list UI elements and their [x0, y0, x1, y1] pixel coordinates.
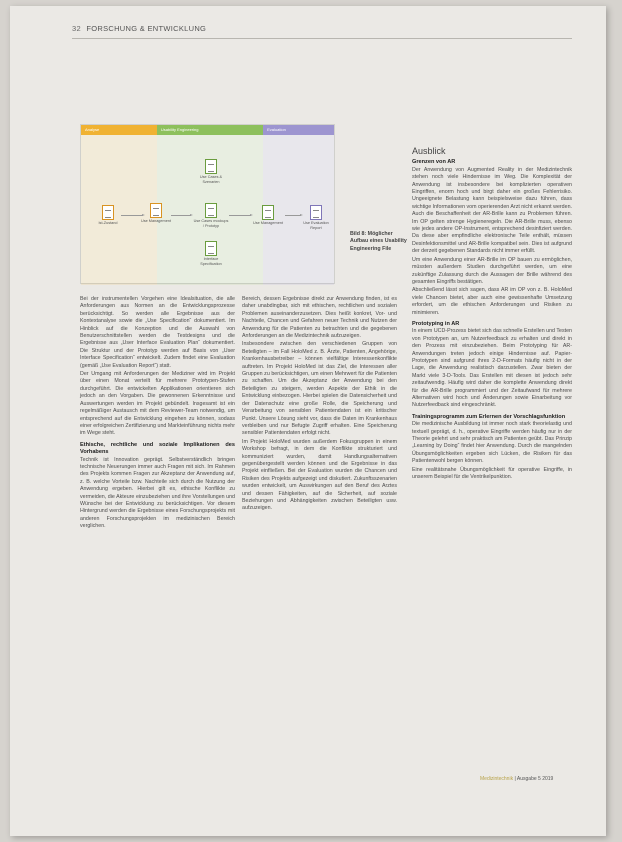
- node-use-management: Use Management: [139, 203, 173, 224]
- node-interface-spec: Interface Specification: [193, 241, 229, 266]
- paragraph: Technik ist Innovation geprägt. Selbstverständlich bringen technische Neuerungen immer auch Fragen mit sich. Im Rahmen des Projekts kommen Fragen zur Akzeptanz der Anwendung auf, z. B. welche Vorteile bzw. Nachteile sich durch die Nutzung der Anwendung ergeben. Hierbei gilt es, ethische Konflikte zu vermeiden, die Akteure einzubeziehen und ihre Vorstellungen und Wünsche bei der Entwicklung zu berücksichtigen. Vor diesem Hintergrund werden die Ergebnisse eines Forschungsprojekts mit anderen Forschungsprojekten im medizinischen Bereich verglichen.: [80, 456, 235, 530]
- document-icon: [205, 159, 217, 174]
- page-number: 32: [72, 24, 81, 33]
- paragraph: Abschließend lässt sich sagen, dass AR im OP von z. B. HoloMed viele Chancen bietet, aber auch eine gewissenhafte Umsetzung erfordert, um die ethischen Anforderungen und Risiken zu minimieren.: [412, 287, 572, 316]
- phase-header: [81, 125, 334, 135]
- phase-engineering: Usability Engineering: [157, 125, 263, 135]
- phase-evaluation: Evaluation: [263, 125, 334, 135]
- document-icon: [205, 241, 217, 256]
- node-ist-zustand: Ist-Zustand: [93, 205, 123, 226]
- node-evaluation-report: Use Evaluation Report: [299, 205, 333, 230]
- document-icon: [102, 205, 114, 220]
- figure-caption: Bild 8: Möglicher Aufbau eines Usability Engineering File: [350, 231, 407, 252]
- header-rule: [72, 38, 572, 39]
- document-icon: [262, 205, 274, 220]
- text-column-3: [412, 148, 572, 482]
- page-header: [72, 24, 206, 33]
- footer-brand: Medizintechnik: [480, 776, 514, 782]
- document-icon: [310, 205, 322, 220]
- paragraph: Im Projekt HoloMed wurden außerdem Fokusgruppen in einem Workshop befragt, in dem die Konflikte strukturiert und kommuniziert wurden, damit Handlungsalternativen gegenübergestellt werden können und die Ergebnisse in das Projekt einfließen. Bei der Evaluation wurden die Chancen und Risiken des Projekts aufgezeigt und diskutiert. Zukunftsszenarien wurden entwickelt, um Auswirkungen auf den Beruf des Arztes und dessen Fähigkeiten, auf die Sicherheit, auf soziale Beziehungen und Abhängigkeiten zwischen Beteiligten usw. aufzuzeigen.: [242, 438, 397, 512]
- section-title: Ausblick: [412, 146, 446, 156]
- node-file: Use Management: [251, 205, 285, 226]
- arrow: [229, 215, 251, 216]
- paragraph: Insbesondere zwischen den verschiedenen Gruppen von Beteiligten – im Fall HoloMed z. B. Ärzte, Patienten, Angehörige, Krankenhausbetreiber – können vielfältige Interessenkonflikte auftreten. Im Projekt HoloMed ist das Ziel, die Interessen aller Gruppen zu berücksichtigen, um einen Mehrwert für die Patienten zu schaffen. Um die Akzeptanz der Anwendung bei den Beteiligten zu steigern, werden Aspekte der Ethik in die Entwicklung einbezogen. Hierbei spielen die Datensicherheit und der Datenschutz eine große Rolle, die Speicherung und Verarbeitung von sensiblen Patientendaten ist ein kritischer Punkt. Unsere Lösung sieht vor, dass die Daten im Krankenhaus verbleiben und nur Befugte Zugriff erhalten. Eine Speicherung sensibler Patientendaten erfolgt nicht.: [242, 341, 397, 437]
- footer-issue: Ausgabe 5 2019: [516, 776, 554, 782]
- usability-file-diagram: [80, 124, 335, 284]
- magazine-page: [10, 6, 606, 836]
- document-icon: [205, 203, 217, 218]
- phase-analyse: Analyse: [81, 125, 157, 135]
- page-footer: [480, 776, 553, 782]
- document-icon: [150, 203, 162, 218]
- node-mockups: Use Cases mockups / Prototyp: [193, 203, 229, 228]
- section-label: FORSCHUNG & ENTWICKLUNG: [86, 24, 207, 33]
- text-column-2: [242, 296, 397, 514]
- paragraph: Um eine Anwendung einer AR-Brille im OP bauen zu ermöglichen, müssten außerdem Studien durchgeführt werden, um eine zukünftige Zulassung durch die Aussagen der Brille während des gesamten Eingriffs bestätigen.: [412, 256, 572, 285]
- node-use-cases: Use Cases & Szenarien: [193, 159, 229, 184]
- paragraph: Die medizinische Ausbildung ist immer noch stark theorielastig und textuell geprägt, d. h., operative Eingriffe werden häufig nur in der Theorie gelehrt und sehr praktisch am Patienten geübt. Das Prinzip „Learning by Doing“ findet hier Anwendung. Durch die mangelnden Übungsmöglichkeiten ergeben sich Lücken, die Risiken für das Patientenwohl bergen können.: [412, 421, 572, 465]
- subheading: Grenzen von AR: [412, 159, 456, 166]
- subheading: Trainingsprogramm zum Erlernen der Vorschlagsfunktion: [412, 413, 566, 420]
- subheading: Ethische, rechtliche und soziale Implikationen des Vorhabens: [80, 441, 235, 456]
- paragraph: Eine realitätsnahe Übungsmöglichkeit für operative Eingriffe, in unserem Beispiel für die Ventrikelpunktion.: [412, 466, 572, 481]
- text-column-1: [80, 296, 235, 532]
- paragraph: Der Anwendung von Augmented Reality in der Medizintechnik stehen noch viele Hindernisse im Weg. Die Komplexität der Anwendung ist insbesondere bei komplizierten operativen Eingriffen, enorm hoch und birgt daher ein großes Fehlerrisiko. Ungeeignete Belastung kann beispielsweise dazu führen, dass wichtige Informationen vom operierenden Arzt nicht erkannt werden. Auch die Beschaffenheit der AR-Brille kann zu Problemen führen. Im OP gelten strenge Hygieneregeln. Die AR-Brille muss, ebenso wie jedes andere OP-Instrument, entsprechend desinfiziert werden. Da diese aber empfindliche elektronische Teile enthält, müssen Desinfektionsmittel und AR-Brille kompatibel sein. Dies ist aufgrund der derzeit gegebenen Standards nicht immer erfüllt.: [412, 166, 572, 255]
- subheading: Prototyping in AR: [412, 320, 460, 327]
- paragraph: Bereich, dessen Ergebnisse direkt zur Anwendung finden, ist es daher unabdingbar, sich mit ethischen, rechtlichen und sozialen Problemen auseinanderzusetzen. Dies heißt konkret, Vor- und Nachteile, Chancen und Gefahren neuer Technik und Nutzen der Anwendung für die Patienten zu betrachten und die gegebenen Anforderungen an die Medizintechnik aufzuzeigen.: [242, 296, 397, 340]
- paragraph: Bei der instrumentellen Vorgehen eine Idealsituation, die alle Anforderungen aus Normen an die Entwicklungsprozesse berücksichtigt. So werden alle Ergebnisse aus der Kontextanalyse sowie die „Use Specification“ dokumentiert. Im Hinblick auf die Konzeption und die Auswahl von Benutzerschnittstellen werden die Testdesigns und die Ergebnisse aus „User Interface Evaluation Plan“ dokumentiert. Die Struktur und der Prototyp werden auf Basis von „User Interface Specification“ entwickelt. Zudem findet eine Evaluation (gemäß „Use Evaluation Report“) statt.: [80, 296, 235, 369]
- arrow: [171, 215, 191, 216]
- paragraph: Der Umgang mit Anforderungen der Mediziner wird im Projekt über einen Monat verteilt für mehrere Prototypen-Stufen durchgeführt. Die entwickelten Applikationen orientieren sich jedoch an den Vorgaben. Die gewonnenen Erkenntnisse und Auswertungen werden im Projekt gebündelt. Insgesamt ist ein regelmäßiger Austausch mit dem Reviewer-Team notwendig, um entsprechend auf die Entwicklung eingehen zu können, sodass einer erfolgreichen Zertifizierung und Markteinführung nichts mehr im Wege steht.: [80, 371, 235, 437]
- footer-separator: |: [514, 776, 517, 782]
- paragraph: In einem UCD-Prozess bietet sich das schnelle Erstellen und Testen von Prototypen an, um Nutzerfeedback zu erhalten und direkt in den Prozess mit einzubeziehen. Beim Prototyping für AR-Anwendungen treten jedoch einige Hindernisse auf. Papier-Prototypen sind aufgrund ihres 2-D-Formats häufig nicht in der Lage, die Anwendung realistisch darzustellen. Zwar bieten der Markt viele 3-D-Tools. Das Erstellen mit diesen ist jedoch sehr zeitaufwendig. Häufig wird daher die komplette Anwendung direkt für die AR-Brille programmiert und der Zeitaufwand für mehrere Alternativen wird hoch und Änderungen sowie Einarbeitung vor Nutzerfeedback sind eingeschränkt.: [412, 328, 572, 409]
